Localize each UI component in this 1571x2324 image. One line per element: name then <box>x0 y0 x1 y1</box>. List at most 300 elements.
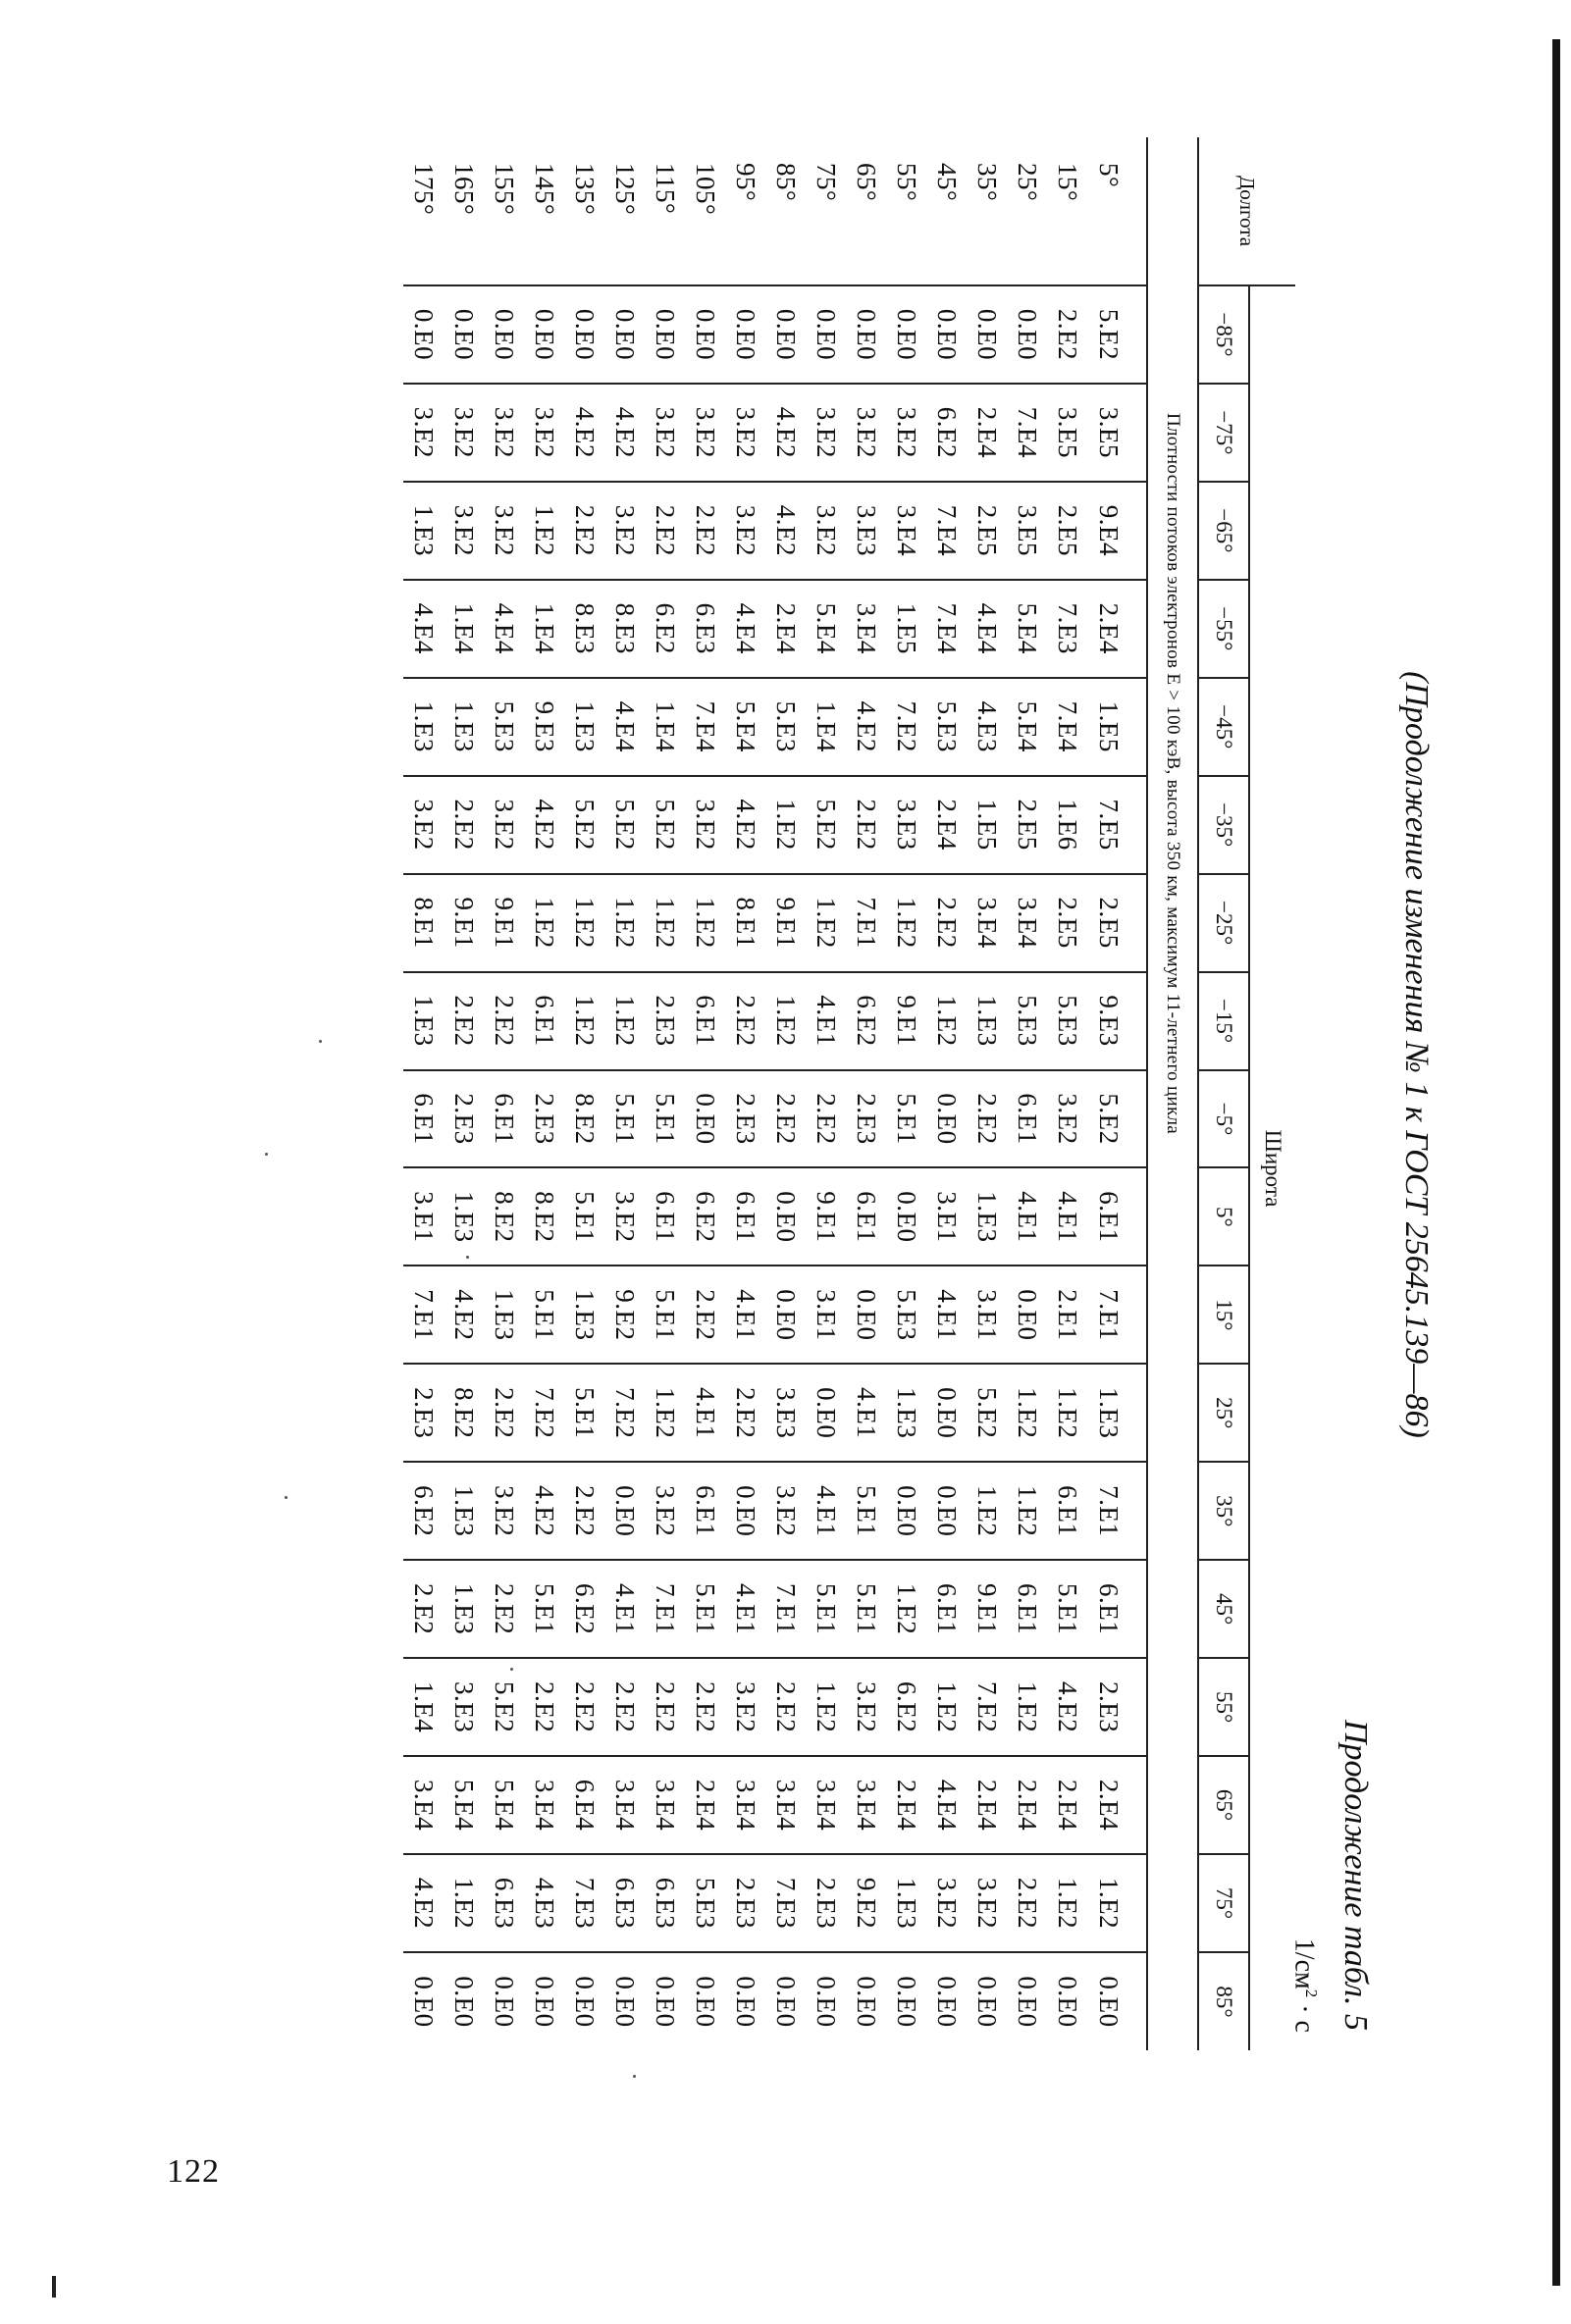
flux-value-cell: 0.E0 <box>765 1167 806 1265</box>
flux-value-cell: 5.E2 <box>967 1364 1007 1462</box>
flux-value-cell: 5.E2 <box>1087 1070 1147 1168</box>
flux-value-cell: 0.E0 <box>604 1462 645 1560</box>
flux-value-cell: 1.E4 <box>403 1658 444 1756</box>
flux-value-cell: 1.E2 <box>604 874 645 972</box>
latitude-header-cell: −15° <box>1198 972 1249 1070</box>
table-row <box>1047 137 1087 2050</box>
flux-value-cell: 6.E1 <box>1047 1462 1087 1560</box>
flux-value-cell: 5.E2 <box>645 776 685 874</box>
latitude-header-row <box>1198 137 1249 2050</box>
flux-value-cell: 0.E0 <box>765 1265 806 1364</box>
flux-value-cell: 0.E0 <box>685 1070 725 1168</box>
flux-value-cell: 1.E3 <box>444 678 484 776</box>
flux-value-cell: 2.E4 <box>886 1756 926 1854</box>
table-row <box>967 137 1007 2050</box>
flux-value-cell: 0.E0 <box>691 308 720 361</box>
flux-value-cell: 6.E1 <box>846 1167 886 1265</box>
flux-value-cell: 1.E2 <box>967 1462 1007 1560</box>
flux-value-cell: 1.E3 <box>484 1265 524 1364</box>
table-row <box>846 137 886 2050</box>
flux-value-cell: 2.E3 <box>524 1070 564 1168</box>
flux-value-cell: 3.E1 <box>967 1265 1007 1364</box>
flux-value-cell: 3.E2 <box>484 384 524 482</box>
flux-value-cell: 6.E2 <box>645 580 685 678</box>
flux-value-cell: 1.E2 <box>806 874 846 972</box>
table-row <box>1007 137 1047 2050</box>
flux-value-cell: 2.E2 <box>765 1658 806 1756</box>
flux-value-cell: 1.E3 <box>564 678 604 776</box>
flux-value-cell: 6.E1 <box>484 1070 524 1168</box>
flux-value-cell: 1.E2 <box>564 972 604 1070</box>
flux-value-cell: 2.E3 <box>846 1070 886 1168</box>
flux-value-cell: 3.E2 <box>926 1854 967 1952</box>
flux-value-cell: 1.E3 <box>967 1167 1007 1265</box>
flux-value-cell: 1.E3 <box>403 972 444 1070</box>
latitude-group-header: Широта <box>1249 285 1295 2050</box>
flux-value-cell: 2.E3 <box>645 972 685 1070</box>
flux-value-cell: 0.E0 <box>1007 1265 1047 1364</box>
latitude-header-cell: 55° <box>1198 1658 1249 1756</box>
flux-value-cell: 5.E1 <box>645 1070 685 1168</box>
flux-value-cell: 0.E0 <box>926 1070 967 1168</box>
flux-value-cell: 6.E4 <box>564 1756 604 1854</box>
flux-value-cell: 2.E2 <box>564 1462 604 1560</box>
flux-value-cell: 7.E1 <box>765 1560 806 1658</box>
flux-value-cell: 0.E0 <box>530 308 559 361</box>
flux-value-cell: 6.E3 <box>685 580 725 678</box>
flux-value-cell: 7.E2 <box>967 1658 1007 1756</box>
flux-value-cell: 7.E4 <box>926 482 967 580</box>
flux-value-cell: 4.E4 <box>967 580 1007 678</box>
flux-value-cell: 4.E2 <box>846 678 886 776</box>
longitude-cell: 155° <box>484 137 524 285</box>
flux-value-cell: 3.E2 <box>1047 1070 1087 1168</box>
flux-value-cell: 1.E3 <box>444 1462 484 1560</box>
table-row <box>524 137 564 2050</box>
latitude-header-cell: −85° <box>1198 285 1249 384</box>
flux-value-cell: 2.E4 <box>1047 1756 1087 1854</box>
flux-value-cell: 9.E1 <box>444 874 484 972</box>
flux-value-cell: 5.E3 <box>886 1265 926 1364</box>
flux-value-cell: 1.E3 <box>444 1167 484 1265</box>
flux-value-cell: 0.E0 <box>403 1952 444 2050</box>
longitude-cell: 35° <box>967 137 1007 285</box>
flux-value-cell: 4.E4 <box>725 580 765 678</box>
flux-value-cell: 2.E2 <box>564 1658 604 1756</box>
flux-value-cell: 2.E2 <box>444 972 484 1070</box>
flux-value-cell: 5.E1 <box>806 1560 846 1658</box>
flux-value-cell: 1.E3 <box>444 1560 484 1658</box>
flux-value-cell: 0.E0 <box>972 308 1002 361</box>
flux-value-cell: 6.E3 <box>484 1854 524 1952</box>
flux-value-cell: 8.E3 <box>604 580 645 678</box>
flux-value-cell: 0.E0 <box>444 1952 484 2050</box>
flux-value-cell: 2.E2 <box>967 1070 1007 1168</box>
page-edge-rule <box>1552 39 1560 2286</box>
flux-value-cell: 9.E1 <box>806 1167 846 1265</box>
flux-value-cell: 3.E2 <box>685 384 725 482</box>
flux-value-cell: 2.E3 <box>806 1854 846 1952</box>
flux-value-cell: 1.E6 <box>1047 776 1087 874</box>
flux-value-cell: 7.E1 <box>1087 1462 1147 1560</box>
flux-value-cell: 3.E2 <box>444 482 484 580</box>
latitude-header-cell: −25° <box>1198 874 1249 972</box>
longitude-cell: 25° <box>1007 137 1047 285</box>
flux-value-cell: 3.E1 <box>926 1167 967 1265</box>
longitude-cell: 5° <box>1087 137 1147 285</box>
flux-value-cell: 5.E1 <box>604 1070 645 1168</box>
flux-value-cell: 2.E2 <box>645 1658 685 1756</box>
flux-value-cell: 1.E2 <box>886 874 926 972</box>
flux-value-cell: 0.E0 <box>886 1462 926 1560</box>
flux-value-cell: 0.E0 <box>765 1952 806 2050</box>
flux-value-cell: 1.E2 <box>1047 1364 1087 1462</box>
latitude-header-cell: −55° <box>1198 580 1249 678</box>
flux-value-cell: 6.E2 <box>886 1658 926 1756</box>
flux-value-cell: 0.E0 <box>564 1952 604 2050</box>
flux-value-cell: 3.E2 <box>645 384 685 482</box>
flux-value-cell: 1.E2 <box>645 1364 685 1462</box>
flux-value-cell: 7.E2 <box>524 1364 564 1462</box>
flux-value-cell: 1.E3 <box>564 1265 604 1364</box>
flux-value-cell: 1.E2 <box>685 874 725 972</box>
flux-value-cell: 1.E4 <box>524 580 564 678</box>
flux-value-cell: 3.E2 <box>484 482 524 580</box>
flux-value-cell: 5.E4 <box>1007 580 1047 678</box>
flux-value-cell: 7.E2 <box>886 678 926 776</box>
table-caption-row <box>1147 137 1198 2050</box>
flux-value-cell: 3.E4 <box>524 1756 564 1854</box>
flux-value-cell: 3.E2 <box>403 776 444 874</box>
longitude-cell: 145° <box>524 137 564 285</box>
flux-value-cell: 0.E0 <box>846 1952 886 2050</box>
flux-value-cell: 5.E3 <box>765 678 806 776</box>
flux-table-wrapper <box>403 137 1295 2050</box>
table-row <box>725 137 765 2050</box>
flux-value-cell: 8.E2 <box>524 1167 564 1265</box>
flux-value-cell: 7.E5 <box>1087 776 1147 874</box>
flux-value-cell: 4.E1 <box>725 1265 765 1364</box>
longitude-cell: 85° <box>765 137 806 285</box>
flux-value-cell: 0.E0 <box>806 1364 846 1462</box>
flux-value-cell: 2.E3 <box>403 1364 444 1462</box>
flux-value-cell: 2.E2 <box>685 1265 725 1364</box>
flux-value-cell: 3.E2 <box>484 776 524 874</box>
flux-value-cell: 3.E5 <box>1047 384 1087 482</box>
flux-value-cell: 4.E1 <box>685 1364 725 1462</box>
longitude-cell: 15° <box>1047 137 1087 285</box>
flux-value-cell: 2.E2 <box>926 874 967 972</box>
flux-value-cell: 9.E1 <box>967 1560 1007 1658</box>
flux-value-cell: 3.E2 <box>846 1658 886 1756</box>
flux-value-cell: 7.E3 <box>564 1854 604 1952</box>
flux-value-cell: 2.E4 <box>967 1756 1007 1854</box>
flux-value-cell: 3.E4 <box>725 1756 765 1854</box>
flux-value-cell: 5.E4 <box>444 1756 484 1854</box>
flux-value-cell: 1.E4 <box>444 580 484 678</box>
flux-value-cell: 1.E3 <box>886 1364 926 1462</box>
units-label: $1/см^2 \cdot с$ <box>1288 1937 1321 2033</box>
flux-value-cell: 4.E2 <box>444 1265 484 1364</box>
flux-value-cell: 0.E0 <box>524 1952 564 2050</box>
flux-value-cell: 1.E2 <box>765 972 806 1070</box>
flux-value-cell: 2.E2 <box>604 1658 645 1756</box>
latitude-header-cell: −65° <box>1198 482 1249 580</box>
flux-value-cell: 5.E1 <box>564 1364 604 1462</box>
flux-value-cell: 2.E1 <box>1047 1265 1087 1364</box>
flux-value-cell: 6.E1 <box>685 1462 725 1560</box>
flux-value-cell: 6.E1 <box>1087 1560 1147 1658</box>
flux-value-cell: 0.E0 <box>926 1952 967 2050</box>
table-row <box>444 137 484 2050</box>
latitude-header-cell: −5° <box>1198 1070 1249 1168</box>
flux-value-cell: 3.E2 <box>685 776 725 874</box>
flux-value-cell: 6.E1 <box>645 1167 685 1265</box>
electron-flux-table <box>403 137 1295 2050</box>
flux-value-cell: 6.E1 <box>725 1167 765 1265</box>
flux-value-cell: 5.E1 <box>524 1265 564 1364</box>
flux-value-cell: 1.E2 <box>645 874 685 972</box>
flux-value-cell: 3.E3 <box>444 1658 484 1756</box>
flux-value-cell: 2.E3 <box>725 1070 765 1168</box>
flux-value-cell: 1.E2 <box>564 874 604 972</box>
flux-value-cell: 3.E4 <box>886 482 926 580</box>
flux-value-cell: 2.E5 <box>967 482 1007 580</box>
flux-value-cell: 1.E3 <box>1087 1364 1147 1462</box>
latitude-header-cell: 5° <box>1198 1167 1249 1265</box>
flux-value-cell: 1.E5 <box>1087 678 1147 776</box>
rotated-page-content <box>167 0 1442 2158</box>
flux-value-cell: 3.E2 <box>484 1462 524 1560</box>
table-caption-spacer <box>1147 137 1198 285</box>
flux-value-cell: 1.E3 <box>403 482 444 580</box>
flux-value-cell: 7.E3 <box>765 1854 806 1952</box>
flux-value-cell: 4.E2 <box>403 1854 444 1952</box>
table-caption: Плотности потоков электронов E > 100 кэВ, высота 350 км, максимум 11-летнего цикла <box>1147 285 1198 2050</box>
table-row <box>564 137 604 2050</box>
longitude-cell: 55° <box>886 137 926 285</box>
flux-value-cell: 3.E2 <box>765 1462 806 1560</box>
flux-value-cell: 0.E0 <box>1047 1952 1087 2050</box>
flux-value-cell: 7.E2 <box>604 1364 645 1462</box>
flux-value-cell: 2.E3 <box>1087 1658 1147 1756</box>
latitude-header-cell: 15° <box>1198 1265 1249 1364</box>
latitude-header-cell: 25° <box>1198 1364 1249 1462</box>
flux-value-cell: 0.E0 <box>932 308 962 361</box>
flux-value-cell: 1.E2 <box>886 1560 926 1658</box>
longitude-cell: 45° <box>926 137 967 285</box>
flux-value-cell: 2.E2 <box>1053 308 1082 361</box>
flux-value-cell: 4.E2 <box>564 384 604 482</box>
flux-value-cell: 8.E1 <box>725 874 765 972</box>
flux-value-cell: 3.E4 <box>846 1756 886 1854</box>
flux-value-cell: 0.E0 <box>604 1952 645 2050</box>
flux-value-cell: 0.E0 <box>490 308 519 361</box>
flux-value-cell: 2.E5 <box>1047 482 1087 580</box>
flux-value-cell: 4.E1 <box>806 1462 846 1560</box>
flux-value-cell: 3.E2 <box>725 482 765 580</box>
flux-value-cell: 2.E4 <box>1087 1756 1147 1854</box>
flux-value-cell: 0.E0 <box>1013 308 1042 361</box>
flux-value-cell: 0.E0 <box>812 308 841 361</box>
flux-value-cell: 4.E3 <box>524 1854 564 1952</box>
longitude-cell: 75° <box>806 137 846 285</box>
table-row <box>1087 137 1147 2050</box>
flux-value-cell: 1.E3 <box>886 1854 926 1952</box>
flux-value-cell: 6.E1 <box>926 1560 967 1658</box>
flux-value-cell: 6.E2 <box>685 1167 725 1265</box>
flux-value-cell: 2.E2 <box>403 1560 444 1658</box>
longitude-cell: 125° <box>604 137 645 285</box>
latitude-header-cell: 65° <box>1198 1756 1249 1854</box>
flux-value-cell: 3.E2 <box>886 384 926 482</box>
latitude-header-cell: −75° <box>1198 384 1249 482</box>
flux-value-cell: 4.E1 <box>806 972 846 1070</box>
table-row <box>403 137 444 2050</box>
table-row <box>886 137 926 2050</box>
flux-value-cell: 6.E1 <box>1007 1070 1047 1168</box>
flux-value-cell: 0.E0 <box>1087 1952 1147 2050</box>
flux-value-cell: 4.E3 <box>967 678 1007 776</box>
flux-value-cell: 5.E1 <box>524 1560 564 1658</box>
flux-value-cell: 2.E2 <box>484 1364 524 1462</box>
flux-value-cell: 8.E2 <box>484 1167 524 1265</box>
flux-value-cell: 0.E0 <box>651 308 680 361</box>
flux-value-cell: 1.E4 <box>645 678 685 776</box>
flux-value-cell: 9.E1 <box>765 874 806 972</box>
flux-value-cell: 1.E4 <box>806 678 846 776</box>
flux-value-cell: 0.E0 <box>967 1952 1007 2050</box>
flux-value-cell: 2.E5 <box>1007 776 1047 874</box>
flux-value-cell: 3.E4 <box>604 1756 645 1854</box>
flux-value-cell: 0.E0 <box>409 308 439 361</box>
flux-value-cell: 4.E1 <box>846 1364 886 1462</box>
flux-value-cell: 6.E3 <box>645 1854 685 1952</box>
flux-value-cell: 4.E4 <box>604 678 645 776</box>
flux-value-cell: 2.E4 <box>926 776 967 874</box>
flux-value-cell: 9.E4 <box>1087 482 1147 580</box>
flux-value-cell: 0.E0 <box>892 308 921 361</box>
page-running-header: (Продолжение изменения № 1 к ГОСТ 25645.139—86) <box>1398 671 1435 1438</box>
flux-value-cell: 0.E0 <box>852 308 881 361</box>
flux-value-cell: 7.E3 <box>1047 580 1087 678</box>
table-body <box>403 137 1198 2050</box>
table-head <box>1198 137 1295 2050</box>
flux-value-cell: 1.E5 <box>967 776 1007 874</box>
flux-value-cell: 0.E0 <box>926 1462 967 1560</box>
flux-value-cell: 0.E0 <box>806 1952 846 2050</box>
flux-value-cell: 2.E4 <box>685 1756 725 1854</box>
flux-value-cell: 2.E5 <box>1087 874 1147 972</box>
flux-value-cell: 0.E0 <box>685 1952 725 2050</box>
flux-value-cell: 4.E4 <box>484 580 524 678</box>
flux-value-cell: 5.E3 <box>1007 972 1047 1070</box>
flux-value-cell: 1.E2 <box>1007 1364 1047 1462</box>
flux-value-cell: 3.E2 <box>967 1854 1007 1952</box>
flux-value-cell: 9.E3 <box>1087 972 1147 1070</box>
flux-value-cell: 4.E2 <box>524 1462 564 1560</box>
flux-value-cell: 2.E2 <box>685 482 725 580</box>
flux-value-cell: 5.E1 <box>645 1265 685 1364</box>
flux-value-cell: 3.E3 <box>846 482 886 580</box>
flux-value-cell: 3.E4 <box>1007 874 1047 972</box>
flux-value-cell: 5.E1 <box>846 1560 886 1658</box>
flux-value-cell: 3.E2 <box>444 384 484 482</box>
flux-value-cell: 2.E2 <box>806 1070 846 1168</box>
flux-value-cell: 6.E1 <box>1007 1560 1047 1658</box>
longitude-cell: 115° <box>645 137 685 285</box>
flux-value-cell: 9.E1 <box>484 874 524 972</box>
flux-value-cell: 3.E5 <box>1007 482 1047 580</box>
flux-value-cell: 1.E2 <box>1047 1854 1087 1952</box>
flux-value-cell: 0.E0 <box>886 1167 926 1265</box>
page-number: 122 <box>167 2153 220 2190</box>
flux-value-cell: 2.E5 <box>1047 874 1087 972</box>
flux-value-cell: 0.E0 <box>645 1952 685 2050</box>
latitude-header-cell: 35° <box>1198 1462 1249 1560</box>
flux-value-cell: 6.E2 <box>403 1462 444 1560</box>
flux-value-cell: 2.E4 <box>765 580 806 678</box>
flux-value-cell: 0.E0 <box>731 308 760 361</box>
table-row <box>926 137 967 2050</box>
flux-value-cell: 5.E4 <box>1007 678 1047 776</box>
table-row <box>765 137 806 2050</box>
table-row <box>484 137 524 2050</box>
flux-value-cell: 4.E1 <box>725 1560 765 1658</box>
flux-value-cell: 0.E0 <box>484 1952 524 2050</box>
flux-value-cell: 7.E1 <box>846 874 886 972</box>
flux-value-cell: 0.E0 <box>610 308 640 361</box>
flux-value-cell: 1.E2 <box>444 1854 484 1952</box>
flux-value-cell: 0.E0 <box>1007 1952 1047 2050</box>
flux-value-cell: 3.E2 <box>524 384 564 482</box>
flux-value-cell: 9.E2 <box>846 1854 886 1952</box>
flux-value-cell: 9.E1 <box>886 972 926 1070</box>
flux-value-cell: 2.E2 <box>484 1560 524 1658</box>
flux-value-cell: 7.E4 <box>685 678 725 776</box>
longitude-cell: 135° <box>564 137 604 285</box>
flux-value-cell: 2.E4 <box>1007 1756 1047 1854</box>
flux-value-cell: 2.E4 <box>967 384 1007 482</box>
longitude-cell: 105° <box>685 137 725 285</box>
flux-value-cell: 2.E2 <box>484 972 524 1070</box>
flux-value-cell: 9.E2 <box>604 1265 645 1364</box>
flux-value-cell: 5.E2 <box>564 776 604 874</box>
flux-value-cell: 1.E2 <box>1007 1658 1047 1756</box>
flux-value-cell: 0.E0 <box>771 308 801 361</box>
flux-value-cell: 1.E2 <box>926 972 967 1070</box>
flux-value-cell: 5.E3 <box>484 678 524 776</box>
flux-value-cell: 3.E2 <box>403 384 444 482</box>
longitude-cell: 175° <box>403 137 444 285</box>
flux-value-cell: 3.E2 <box>806 384 846 482</box>
latitude-header-cell: −45° <box>1198 678 1249 776</box>
latitude-header-cell: 75° <box>1198 1854 1249 1952</box>
flux-value-cell: 0.E0 <box>570 308 600 361</box>
flux-value-cell: 7.E1 <box>645 1560 685 1658</box>
flux-value-cell: 3.E2 <box>806 482 846 580</box>
table-row <box>685 137 725 2050</box>
flux-value-cell: 3.E3 <box>765 1364 806 1462</box>
flux-value-cell: 0.E0 <box>449 308 479 361</box>
flux-value-cell: 0.E0 <box>846 1265 886 1364</box>
flux-value-cell: 4.E1 <box>926 1265 967 1364</box>
flux-value-cell: 5.E1 <box>886 1070 926 1168</box>
flux-value-cell: 9.E3 <box>524 678 564 776</box>
flux-value-cell: 3.E1 <box>806 1265 846 1364</box>
flux-value-cell: 2.E2 <box>725 972 765 1070</box>
flux-value-cell: 3.E2 <box>846 384 886 482</box>
